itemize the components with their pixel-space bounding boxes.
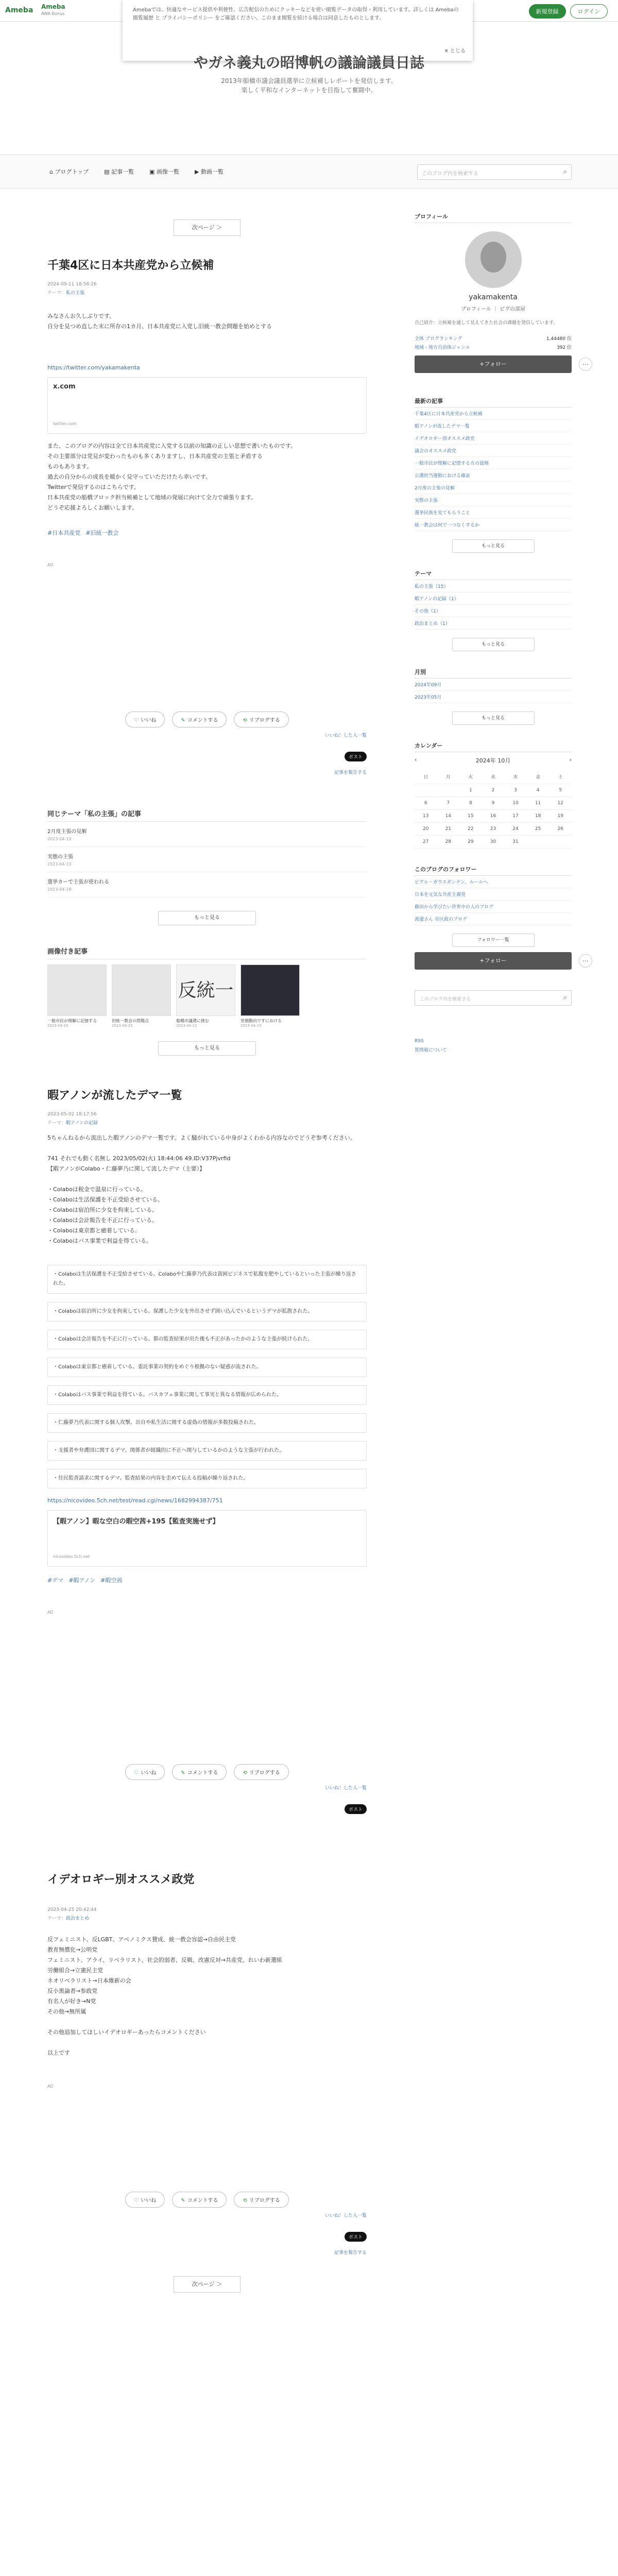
follower-item[interactable]: 渡邊さん 市区政のブログ <box>415 913 572 925</box>
theme-item[interactable]: 暇アノンの記録（1） <box>415 592 572 605</box>
thumbnail-image <box>47 964 107 1016</box>
related-more-button[interactable]: もっと見る <box>158 911 256 925</box>
calendar: 日 月 火 水 木 金 土 1 2 3 4 5 6 7 8 9 10 11 12 13 14 15 16 17 18 19 20 21 22 23 24 25 26 27 28 29 30 31 <box>415 770 572 849</box>
recent-heading: 最新の記事 <box>415 397 572 408</box>
nav-item-images[interactable]: ▣ 画像一覧 <box>149 168 179 175</box>
month-heading: 月別 <box>415 668 572 679</box>
reblog-icon: ⟲ <box>243 1770 247 1776</box>
comment-icon: ✎ <box>181 718 185 723</box>
quote-box: ・Colaboは東京都と癒着している。委託事業の契約をめぐり根拠のない疑惑が流された。 <box>47 1358 367 1377</box>
article <box>47 1087 367 1814</box>
article-date: 2023-05-02 18:17:56 <box>47 1112 97 1117</box>
follower-item[interactable]: ピグル・ガウスガンテン、ルールへ <box>415 876 572 888</box>
recent-item[interactable]: 2月度の主張の見解 <box>415 482 572 494</box>
article-theme: テーマ：政治まとめ <box>47 1916 90 1921</box>
main-column <box>47 189 367 2293</box>
ranking-genre[interactable]: 地域・地方自治体ジャンル 392 位 <box>415 345 572 350</box>
embed-card[interactable]: 【暇アノン】暇な空白の暇空茜+195【監査実施せず】 nicovideo.5ch.net <box>47 1510 367 1567</box>
blog-search-input[interactable]: このブログ内を検索する ⌕ <box>417 164 572 180</box>
article-date: 2024-09-11 18:58:26 <box>47 282 97 287</box>
tag-link[interactable]: #日本共産党 <box>47 530 81 536</box>
cookie-consent-text: Amebaでは、快適なサービス提供や利便性、広告配信のためにクッキーなどを使い閲覧データの取得・利用しています。詳しくは Amebaの閲覧履歴 と プライバシーポリシー をご確認ください。このまま閲覧を続ける場合は同意したものとします。 <box>133 7 459 21</box>
like-button[interactable]: ♡ いいね <box>125 711 165 727</box>
image-article[interactable]: 反統一 船橋市議選に挑む 2023-04-11 <box>176 964 235 1028</box>
month-list <box>415 679 572 703</box>
article-tags <box>47 1576 367 1584</box>
nav-item-entries[interactable]: ▤ 記事一覧 <box>104 168 134 175</box>
recent-item[interactable]: 実態の主張 <box>415 494 572 506</box>
tag-link[interactable]: #暇空茜 <box>100 1577 123 1584</box>
follow-button[interactable]: +フォロー ⋯ <box>415 355 572 373</box>
reblog-button[interactable]: ⟲ リブログする <box>234 711 288 727</box>
article-link[interactable]: https://twitter.com/yakamakenta <box>47 364 140 371</box>
comment-icon: ✎ <box>181 1770 185 1776</box>
profile-links[interactable]: プロフィール ｜ ピグの部屋 <box>460 307 526 312</box>
close-popup-button[interactable]: ✕ とじる <box>444 48 466 54</box>
article <box>47 1871 367 2256</box>
recent-item[interactable]: 公選担当運動における確証 <box>415 469 572 482</box>
article-title[interactable]: 暇アノンが流したデマ一覧 <box>47 1089 182 1102</box>
theme-link[interactable]: 暇アノンの記録 <box>66 1121 98 1126</box>
report-link[interactable]: 記事を報告する <box>334 770 367 775</box>
theme-link[interactable]: 政治まとめ <box>66 1916 90 1921</box>
blog-description-line-1: 2013年船橋市議会議員選挙に立候補しレポートを発信します。 <box>221 77 397 84</box>
ameba-logo[interactable]: Ameba <box>5 6 33 14</box>
share-x-button[interactable]: ポスト <box>345 2232 367 2242</box>
follower-item[interactable]: 日本を元気な共産主義党 <box>415 888 572 901</box>
article-body: 反フェミニスト、反LGBT、アベノミクス賛成、統一教会容認→自由民主党 教育無償化→公明党 フェミニスト、アライ、リベラリスト、社会的弱者、反戦、改憲反対→共産党、れいわ新選組 労働組合→立憲民主党 ネオリベラリスト→日本維新の会 反小黒論者→参政党 有名人が好き→N党 その他→無所属 その他追加してほしいイデオロギーあったらコメントください 以上です <box>47 1936 282 2056</box>
related-item[interactable]: 選挙カーで主張が使われる 2023-04-18 <box>47 872 367 897</box>
prev-month-icon[interactable]: ‹ <box>415 756 417 763</box>
article-link[interactable]: https://nicovideo.5ch.net/test/read.cgi/news/1682994387/751 <box>47 1497 223 1504</box>
quote-box: ・Colaboは宿泊所に少女を拘束している。保護した少女を外出させず囲い込んでいるというデマが拡散された。 <box>47 1302 367 1321</box>
tag-link[interactable]: #旧統一教会 <box>85 530 119 536</box>
comment-button[interactable]: ✎ コメントする <box>172 711 227 727</box>
more-icon[interactable]: ⋯ <box>579 954 592 968</box>
ad-label: AD <box>47 563 54 567</box>
article-title[interactable]: 千葉4区に日本共産党から立候補 <box>47 259 214 272</box>
profile-heading: プロフィール <box>415 212 572 223</box>
recent-list <box>415 408 572 531</box>
thumbnail-image: 反統一 <box>176 964 235 1016</box>
search-icon[interactable]: ⌕ <box>563 994 567 1002</box>
recent-item[interactable]: 選挙民族を見てもらうこと <box>415 506 572 519</box>
comment-button[interactable]: ✎ コメントする <box>172 1764 227 1780</box>
more-icon[interactable]: ⋯ <box>579 358 592 371</box>
reblog-icon: ⟲ <box>243 2198 247 2204</box>
image-articles <box>47 964 367 1028</box>
tag-link[interactable]: #暇アノン <box>68 1577 96 1584</box>
reblog-button[interactable]: ⟲ リブログする <box>234 1764 288 1780</box>
image-articles-heading: 画像付き記事 <box>47 946 367 959</box>
register-button[interactable]: 新規登録 <box>529 4 566 19</box>
calendar-header <box>415 756 572 765</box>
quote-box: ・Colaboは生活保護を不正受給させている。Colaboや仁藤夢乃代表は貧困ビジネスで私腹を肥やしているといった主張が繰り返された。 <box>47 1265 367 1294</box>
article-body: みなさんお久しぶりです。 自分を見つめ直した末に所存の1カ月、日本共産党に入党し旧統一教会問題を始めとする <box>47 313 272 330</box>
comment-icon: ✎ <box>181 2198 185 2204</box>
theme-more-button[interactable]: もっと見る <box>452 638 535 651</box>
reblog-icon: ⟲ <box>243 718 247 723</box>
related-item[interactable]: 実態の主張 2023-04-13 <box>47 847 367 872</box>
article-title[interactable]: イデオロギー別オススメ政党 <box>47 1873 195 1886</box>
search-icon[interactable]: ⌕ <box>563 168 567 176</box>
quote-box: ・仁藤夢乃代表に関する個人攻撃。出自や私生活に関する虚偽の情報が多数投稿された。 <box>47 1413 367 1433</box>
theme-item[interactable]: その他（1） <box>415 605 572 617</box>
likes-list-link[interactable]: いいね！した人一覧 <box>324 2213 367 2218</box>
thumbnail-image <box>112 964 171 1016</box>
month-item[interactable]: 2023年05月 <box>415 691 572 703</box>
image-more-button[interactable]: もっと見る <box>158 1041 256 1056</box>
reblog-button[interactable]: ⟲ リブログする <box>234 2192 288 2208</box>
heart-icon: ♡ <box>134 2198 139 2204</box>
nav-item-videos[interactable]: ▶ 動画一覧 <box>194 168 224 175</box>
followers-more-button[interactable]: フォロワー一覧 <box>452 934 535 947</box>
heart-icon: ♡ <box>134 1770 139 1776</box>
related-heading: 同じテーマ「私の主張」の記事 <box>47 808 367 822</box>
heart-icon: ♡ <box>134 718 139 723</box>
ad-label: AD <box>47 1610 54 1615</box>
recent-item[interactable]: 統一教会は何で一つなくするか <box>415 519 572 531</box>
ameba-sub-logo[interactable]: Ameba AWA Bonus <box>41 3 65 16</box>
profile-description: 自己紹介：立候補を通して見えてきた社会の課題を発信しています。 <box>415 320 558 326</box>
likes-list-link[interactable]: いいね！した人一覧 <box>324 1786 367 1791</box>
ranking-overall[interactable]: 全体 ブログランキング 1,44480 位 <box>415 336 572 342</box>
report-link[interactable]: 記事を報告する <box>334 2250 367 2256</box>
article-tags <box>47 529 367 537</box>
next-page-button[interactable]: 次ページ ＞ <box>174 219 241 236</box>
share-x-button[interactable]: ポスト <box>345 752 367 761</box>
sidebar <box>415 189 589 1055</box>
theme-item[interactable]: 私の主張（15） <box>415 580 572 592</box>
recent-item[interactable]: 一般市民が理解に記憶する方の資格 <box>415 457 572 469</box>
like-button[interactable]: ♡ いいね <box>125 1764 165 1780</box>
article-body: 5ちゃんねるから流出した暇アノンのデマ一覧です。よく騒がれている中身がよくわかる内容なのでどうぞ参考ください。 741 それでも動く名無し 2023/05/02(火) 18:44:06 49.ID:V37Pjvrfid 【暇アノンがColabo・仁藤夢乃に関して流したデマ（主要）】 ・Colaboは税金で温泉に行っている。 ・Colaboは生活保護を不正受給させている。 ・Colaboは宿泊所に少女を拘束している。 ・Colaboは会計報告を不正に行っている。 ・Colaboは東京都と癒着している。 ・Colaboはバス事業で利益を得ている。 <box>47 1134 356 1244</box>
article-date: 2023-04-25 20:42:44 <box>47 1907 97 1912</box>
related-item[interactable]: 2月度主張の見解 2023-04-10 <box>47 822 367 847</box>
article-actions <box>47 1764 367 1780</box>
follow-button-2[interactable]: +フォロー ⋯ <box>415 952 572 970</box>
quote-box: ・Colaboは会計報告を不正に行っている。都の監査結果が出た後も不正があったかのような主張が続けられた。 <box>47 1330 367 1349</box>
tag-link[interactable]: #デマ <box>47 1577 64 1584</box>
article <box>47 257 367 775</box>
thumbnail-image <box>241 964 300 1016</box>
month-item[interactable]: 2024年09月 <box>415 679 572 691</box>
nav-item-blog-top[interactable]: ⌂ ブログトップ <box>49 168 89 175</box>
image-article[interactable]: 一般市民が理解に記憶する 2023-04-20 <box>47 964 107 1028</box>
next-page-button-bottom[interactable]: 次ページ ＞ <box>174 2276 241 2293</box>
theme-item[interactable]: 政治まとめ（1） <box>415 617 572 630</box>
blog-description-line-2: 楽しく平和なインターネットを目指して奮闘中。 <box>241 87 377 94</box>
rss-link[interactable]: RSS <box>415 1039 424 1044</box>
comment-button[interactable]: ✎ コメントする <box>172 2192 227 2208</box>
sidebar-search-input[interactable]: このブログ内を検索する ⌕ <box>415 990 572 1006</box>
theme-link[interactable]: 私の主張 <box>66 291 85 296</box>
follower-item[interactable]: 藤田から学びたい世界中の人のブログ <box>415 901 572 913</box>
blog-nav <box>0 155 618 189</box>
recent-item[interactable]: 暇アノンが流したデマ一覧 <box>415 420 572 432</box>
followers-heading: このブログのフォロワー <box>415 865 572 876</box>
likes-list-link[interactable]: いいね！した人一覧 <box>324 733 367 738</box>
followers-list <box>415 876 572 925</box>
article-actions <box>47 2192 367 2208</box>
calendar-month: 2024年 10月 <box>475 757 511 764</box>
quote-box: ・住民監査請求に関するデマ。監査結果の内容を歪めて伝える投稿が繰り返された。 <box>47 1469 367 1488</box>
embed-card[interactable]: x.com twitter.com <box>47 377 367 434</box>
question-link[interactable]: 質問箱について <box>415 1048 447 1053</box>
like-button[interactable]: ♡ いいね <box>125 2192 165 2208</box>
recent-more-button[interactable]: もっと見る <box>452 539 535 553</box>
image-article[interactable]: 党旗動向ですにおける 2023-04-15 <box>241 964 300 1028</box>
recent-item[interactable]: 議会のオススメ政党 <box>415 445 572 457</box>
sidebar-footer-links <box>415 1037 572 1055</box>
theme-heading: テーマ <box>415 569 572 580</box>
article-actions <box>47 711 367 727</box>
avatar[interactable] <box>465 231 522 288</box>
image-article[interactable]: 旧統一教会の問題点 2023-04-25 <box>112 964 171 1028</box>
recent-item[interactable]: 千葉4区に日本共産党から立候補 <box>415 408 572 420</box>
quote-box: ・Colaboはバス事業で利益を得ている。バスカフェ事業に関して事実と異なる情報が広められた。 <box>47 1385 367 1405</box>
blog-title[interactable]: やガネ義丸の昭博帆の議論議員日誌 <box>193 54 424 71</box>
blog-header <box>0 54 618 148</box>
recent-item[interactable]: イデオロギー別オススメ政党 <box>415 432 572 445</box>
theme-list <box>415 580 572 630</box>
ad-label: AD <box>47 2084 54 2089</box>
article-body-2: また、このブログの内容は全て日本共産党に入党する以前の知識の正しい思想で書いたものです。 その主要部分は党見が変わったものも多くありますし、日本共産党の主張と矛盾する ものもあります。 過去の自分からの成長を暖かく見守っていただけたら幸いです。 Twitterで発信するのはこちらです。 日本共産党の船橋ブロック担当候補として地域の発展に向けて全力で頑張ります。 どうぞ応援よろしくお願いします。 <box>47 443 297 511</box>
next-month-icon[interactable]: › <box>569 756 572 763</box>
month-more-button[interactable]: もっと見る <box>452 711 535 725</box>
profile-name[interactable]: yakamakenta <box>469 293 518 301</box>
login-button[interactable]: ログイン <box>570 4 608 19</box>
quote-box: ・支援者や弁護団に関するデマ。関係者が組織的に不正へ関与しているかのような主張が行われた。 <box>47 1441 367 1461</box>
article-theme: テーマ：暇アノンの記録 <box>47 1121 98 1126</box>
article-theme: テーマ：私の主張 <box>47 291 85 296</box>
calendar-heading: カレンダー <box>415 741 572 752</box>
share-x-button[interactable]: ポスト <box>345 1804 367 1814</box>
